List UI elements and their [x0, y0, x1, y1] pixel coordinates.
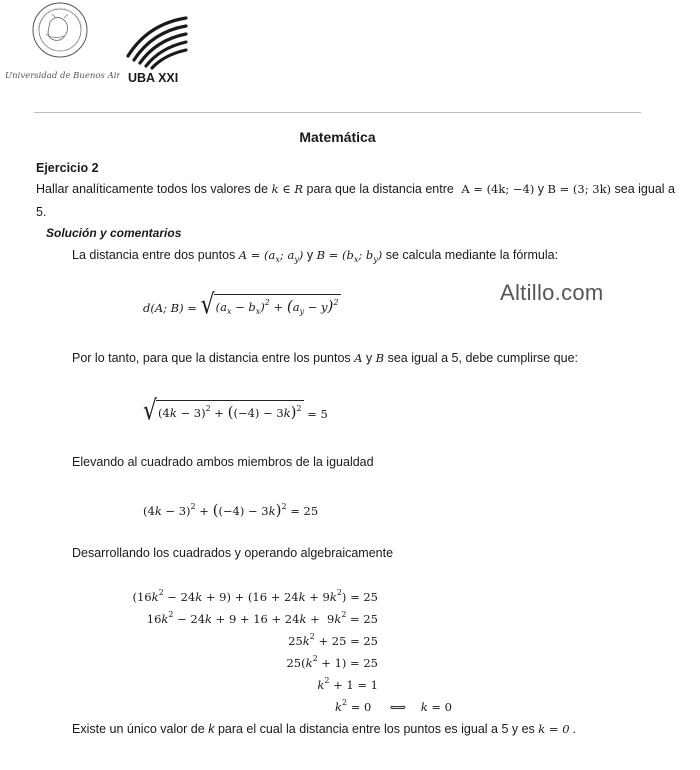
algebra-step-4: $25(k^2 + 1) = 25$: [286, 654, 378, 670]
equation-sqrt-equals-5: √ $(4k - 3)^2 + ((-4) - 3k)^2$ = 5: [143, 395, 328, 427]
algebra-step-5: $k^2 + 1 = 1$: [317, 676, 378, 692]
conclusion-k0: k = 0: [538, 722, 570, 736]
p1-math-A: $A = (a_x$; $a_y$): [238, 248, 304, 264]
statement-text-y: y: [537, 182, 545, 196]
uba-xxi-logo: [124, 16, 190, 84]
algebra-step-3: $25k^2 + 25 = 25$: [288, 632, 378, 648]
statement-math-B: B = (3; 3k): [547, 182, 612, 196]
statement-text-a: Hallar analíticamente todos los valores de: [36, 182, 269, 196]
p2-math-A: A: [354, 351, 363, 365]
solution-paragraph-4: Desarrollando los cuadrados y operando algebraicamente: [72, 546, 394, 560]
p1-math-B: $B = (b_x$; $b_y$): [316, 248, 383, 264]
p1-text-b: se calcula mediante la fórmula:: [385, 248, 559, 262]
eq2-rhs: = 25: [290, 504, 319, 518]
algebra-step-6: $k^2 = 0$ ⟺ k = 0: [335, 698, 452, 714]
equation-squared-equals-25: $(4k - 3)^2 + ((-4) - 3k)^2 = 25$: [143, 501, 319, 519]
formula-sqrt: √ $(a_x - b_x)^2 + (a_y - y)^2$: [200, 289, 339, 321]
solution-heading: Solución y comentarios: [46, 226, 182, 240]
conclusion-text-a: Existe un único valor de: [72, 722, 205, 736]
algebra-step-1: $(16k^2 - 24k + 9) + (16 + 24k + 9k^2) = 25$: [132, 588, 378, 604]
formula-lhs: d(A; B) =: [143, 301, 197, 315]
svg-text:UBA XXI: UBA XXI: [128, 71, 179, 84]
p1-text-y: y: [306, 248, 314, 262]
university-seal-logo: [0, 0, 120, 84]
p2-text-a: Por lo tanto, para que la distancia entre los puntos: [72, 351, 351, 365]
p2-math-B: B: [375, 351, 385, 365]
p1-text-a: La distancia entre dos puntos: [72, 248, 236, 262]
statement-text-b: para que la distancia entre: [306, 182, 454, 196]
algebra-step-2: $16k^2 - 24k + 9 + 16 + 24k + 9k^2 = 25$: [146, 610, 378, 626]
p2-text-b: sea igual a 5, debe cumplirse que:: [387, 351, 579, 365]
conclusion-text-b: para el cual la distancia entre los puntos es igual a 5 y es: [217, 722, 535, 736]
statement-math-kR: k ∈ R: [271, 182, 304, 196]
solution-paragraph-3: Elevando al cuadrado ambos miembros de la igualdad: [72, 455, 374, 469]
watermark: Altillo.com: [500, 280, 604, 305]
conclusion-k: k: [208, 722, 215, 736]
p2-text-y: y: [365, 351, 373, 365]
solution-paragraph-2: [72, 351, 578, 365]
solution-paragraph-1: [72, 248, 558, 262]
distance-formula: [143, 289, 341, 321]
exercise-heading: Ejercicio 2: [36, 161, 99, 175]
eq1-rhs: = 5: [307, 407, 328, 421]
page-title: Matemática: [299, 129, 376, 145]
svg-text:Universidad de Buenos Aires: Universidad de Buenos Aires: [5, 71, 120, 81]
statement-continuation: 5.: [36, 205, 47, 219]
exercise-statement: [36, 182, 675, 196]
statement-text-c: sea igual a: [614, 182, 675, 196]
header-divider: [34, 112, 641, 113]
conclusion-end: .: [572, 722, 576, 736]
conclusion: [72, 722, 576, 736]
statement-math-A: A = (4k; −4): [461, 182, 535, 196]
